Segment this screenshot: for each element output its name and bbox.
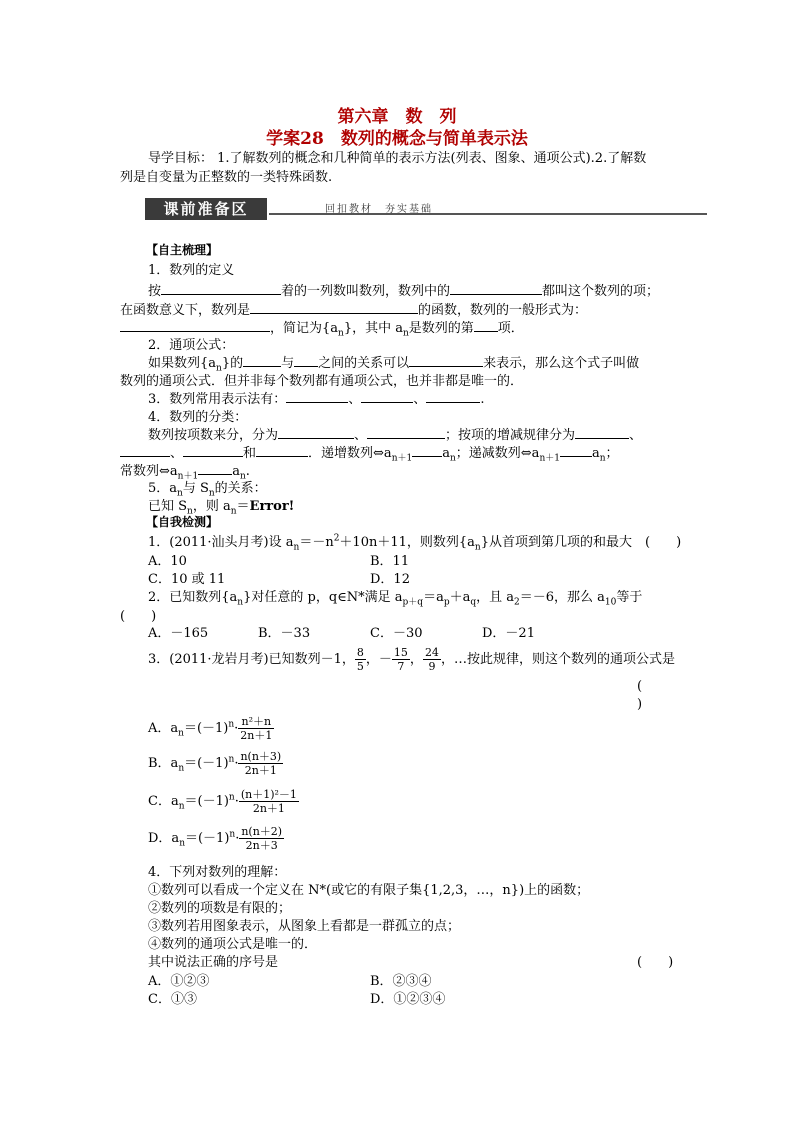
q4-option-d: D．①②③④ xyxy=(370,992,446,1007)
q4-statement-4: ④数列的通项公式是唯一的． xyxy=(148,937,318,952)
an-sn-heading: 5．$a_n$与 $S_n$的关系： xyxy=(148,481,267,499)
question-3-paren-right: ) xyxy=(637,697,643,712)
q2-option-d: D．－21 xyxy=(482,626,535,641)
question-3-paren-left: ( xyxy=(637,679,643,694)
lesson-title: 学案28 数列的概念与简单表示法 xyxy=(266,129,528,149)
question-4-paren: ( ) xyxy=(637,955,674,970)
an-sn-line: 已知 $S_n$，则 $a_n=Error$! xyxy=(148,499,295,517)
self-check-heading: 【自我检测】 xyxy=(146,515,219,529)
general-term-line-2: 数列的通项公式．但并非每个数列都有通项公式，也并非都是唯一的． xyxy=(120,374,524,389)
q3-option-a: A．$a_n=(-1)^n\cdot$ $\frac{\text{n²＋n}}{2n+1}$ xyxy=(148,715,273,742)
chapter-title: 第六章 数 列 xyxy=(337,107,457,127)
classification-line-3: 常数列$\Leftrightarrow a_{n+1}$ $a_n$. xyxy=(120,460,250,482)
q2-option-a: A．－165 xyxy=(148,626,209,641)
question-4: 4．下列对数列的理解： xyxy=(148,865,287,880)
q3-option-b: B．$a_n=(-1)^n\cdot$ $\frac{n(n+3)}{2n+1}$ xyxy=(148,750,282,777)
question-1: 1．(2011·汕头月考)设 $a_n=-n^2+10n+11$，则数列$\{a_n\}$从首项到第几项的和最大 xyxy=(148,533,632,553)
definition-heading: 1．数列的定义 xyxy=(148,263,235,278)
section-bar xyxy=(145,198,707,220)
section-bar-title: 课前准备区 xyxy=(145,198,267,220)
question-2-paren: ( ) xyxy=(120,609,157,624)
q3-option-d: D．$a_n=(-1)^n\cdot$ $\frac{n(n+2)}{2n+3}$ xyxy=(148,825,283,852)
q2-option-b: B．－33 xyxy=(258,626,311,641)
definition-line-1: 按 着的一列数叫数列，数列中的 都叫这个数列的项； xyxy=(148,280,659,299)
q1-option-a: A．10 xyxy=(148,554,187,569)
q4-option-b: B．②③④ xyxy=(370,974,432,989)
definition-line-2: 在函数意义下，数列是 的函数，数列的一般形式为： xyxy=(120,299,587,318)
q4-statement-1: ①数列可以看成一个定义在 N*(或它的有限子集{1,2,3，…，n})上的函数； xyxy=(148,883,590,898)
classification-line-2: 、 和 ．递增数列$\Leftrightarrow a_{n+1}$ $a_n$；递减数列$\Leftrightarrow a_{n+1}$ $a_n$； xyxy=(120,442,619,464)
general-term-heading: 2．通项公式： xyxy=(148,338,235,353)
q3-option-c: C．$a_n=(-1)^n\cdot$ $\frac{\text{(n＋1)²－1}}{2n+1}$ xyxy=(148,788,297,815)
q4-statement-2: ②数列的项数是有限的； xyxy=(148,901,292,916)
question-1-paren: ( ) xyxy=(645,535,682,550)
question-3: 3．(2011·龙岩月考)已知数列－1， $\frac{8}{5}$ ，－ $\frac{15}{7}$ ， $\frac{24}{9}$ ，…按此规律，则这个数列的通项公式是 xyxy=(148,646,675,673)
self-review-heading: 【自主梳理】 xyxy=(146,243,219,257)
general-term-line-1: 如果数列$\{a_n\}$的 与 之间的关系可以 来表示，那么这个式子叫做 xyxy=(148,352,639,374)
question-2: 2．已知数列$\{a_n\}$对任意的 p，q∈N*满足 $a_{p+q}=a_p+a_q$，且 $a_2=-6$，那么 $a_{10}$等于 xyxy=(148,590,643,608)
q4-option-c: C．①③ xyxy=(148,992,197,1007)
q1-option-b: B．11 xyxy=(370,554,410,569)
q4-statement-3: ③数列若用图象表示，从图象上看都是一群孤立的点； xyxy=(148,919,461,934)
section-bar-subtitle: 回扣教材 夯实基础 xyxy=(325,204,433,215)
q4-option-a: A．①②③ xyxy=(148,974,210,989)
q2-option-c: C．－30 xyxy=(370,626,423,641)
q1-option-d: D．12 xyxy=(370,572,410,587)
objective-line-2: 列是自变量为正整数的一类特殊函数. xyxy=(120,170,333,185)
objective-line-1: 导学目标： 1.了解数列的概念和几种简单的表示方法(列表、图象、通项公式).2.了解数 xyxy=(148,151,647,166)
representation-line: 3．数列常用表示法有： 、 、 . xyxy=(148,388,484,407)
classification-line-1: 数列按项数来分，分为 、 ；按项的增减规律分为 、 xyxy=(148,424,642,443)
q1-option-c: C．10 或 11 xyxy=(148,572,226,587)
q4-ask: 其中说法正确的序号是 xyxy=(148,955,279,970)
classification-heading: 4．数列的分类： xyxy=(148,410,248,425)
definition-line-3: ，简记为$\{a_n\}$，其中 $a_n$是数列的第 项． xyxy=(120,317,524,339)
